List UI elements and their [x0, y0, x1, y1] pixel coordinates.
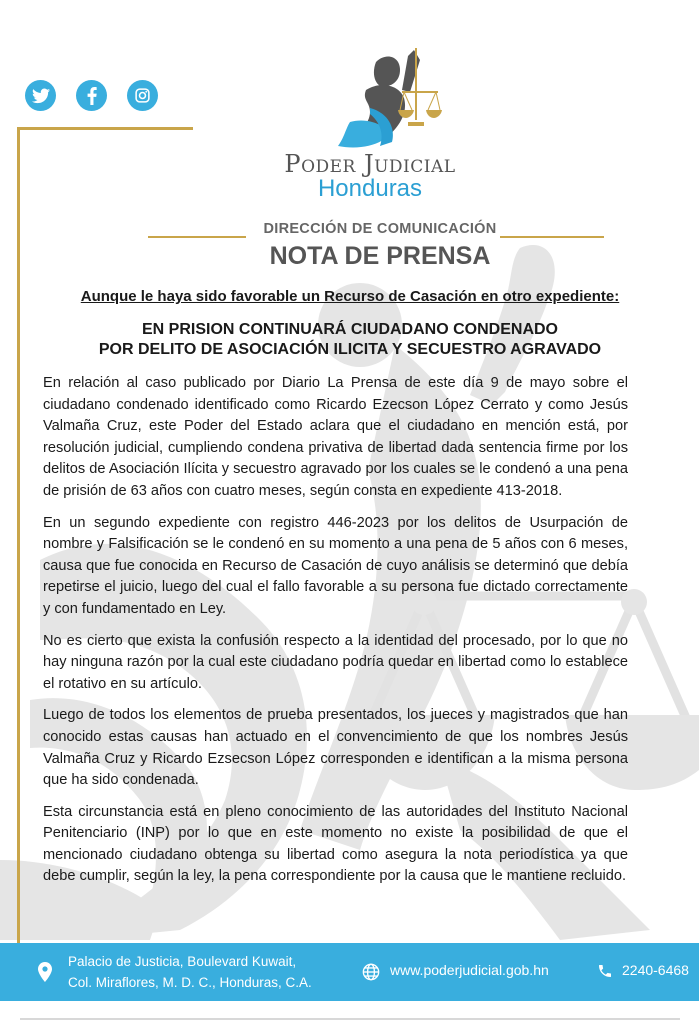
location-pin-icon [38, 962, 52, 982]
facebook-icon[interactable] [76, 80, 107, 111]
footer-bar [0, 943, 699, 1001]
instagram-icon[interactable] [127, 80, 158, 111]
article-headline [20, 320, 680, 360]
paragraph-4: Luego de todos los elementos de prueba presentados, los jueces y magistrados que han conocido estas causas han actuado en el convencimiento de que los nombres Jesús Valmaña Cruz y Ricardo Ezsecson López corresponden e identifican a la misma persona que ha sido condenada. [43, 707, 628, 789]
press-release-title: NOTA DE PRENSA [269, 242, 491, 270]
address-line-2: Col. Miraflores, M. D. C., Honduras, C.A. [68, 975, 312, 990]
twitter-icon[interactable] [25, 80, 56, 111]
bottom-divider [20, 1018, 680, 1020]
lady-justice-logo [330, 42, 450, 154]
address-line-1: Palacio de Justicia, Boulevard Kuwait, [68, 954, 297, 969]
department-label: DIRECCIÓN DE COMUNICACIÓN [263, 221, 497, 237]
paragraph-5: Esta circunstancia está en pleno conocimiento de las autoridades del Instituto Nacional Penitenciario (INP) por lo que en este momento no existe la posibilidad de que el mencionado ciudadano obtenga su libertad como asegura la nota periodística ya que debe cumplir, según la ley, la pena correspondiente por la causa que le mantiene recluido. [43, 803, 628, 885]
footer-website[interactable]: www.poderjudicial.gob.hn [390, 962, 549, 978]
brand-country: Honduras [317, 175, 423, 202]
gold-rule-right [500, 236, 604, 238]
paragraph-3: No es cierto que exista la confusión respecto a la identidad del procesado, por lo que no hay ninguna razón por la cual este ciudadano podría quedar en libertad como lo establece el rotativo en su artículo. [43, 632, 628, 692]
paragraph-2: En un segundo expediente con registro 446-2023 por los delitos de Usurpación de nombre y Falsificación se le condenó en su momento a una pena de 5 años con 6 meses, causa que fue conocida en Recurso de Casación de cuyo análisis se determinó que debía repetirse el juicio, luego del cual el fallo favorable a su persona fue dictado correctamente y con fundamentado en Ley. [43, 514, 628, 617]
phone-icon [597, 963, 613, 979]
social-icons [25, 80, 158, 111]
brand-name: Poder Judicial [284, 150, 456, 178]
paragraph-1: En relación al caso publicado por Diario La Prensa de este día 9 de mayo sobre el ciudadano condenado identificado como Ricardo Ezecson López Cerrato y como Jesús Valmaña Cruz, este Poder del Estado aclara que el ciudadano en mención está, por resolución judicial, cumpliendo condena privativa de libertad dada sentencia firme por los delitos de Asociación Ilícita y secuestro agravado por los cuales se le condenó a una pena de prisión de 63 años con cuatro meses, según consta en expediente 413-2018. [43, 375, 628, 499]
gold-frame-left [17, 127, 20, 947]
footer-phone[interactable]: 2240-6468 [622, 962, 689, 978]
article-body [43, 373, 628, 898]
globe-icon [362, 963, 380, 981]
headline-line-1: EN PRISION CONTINUARÁ CIUDADANO CONDENADO [141, 321, 558, 338]
gold-frame-top [17, 127, 193, 130]
footer-address [68, 951, 312, 993]
article-subtitle: Aunque le haya sido favorable un Recurso de Casación en otro expediente: [80, 288, 620, 305]
headline-line-2: POR DELITO DE ASOCIACIÓN ILICITA Y SECUESTRO AGRAVADO [98, 341, 602, 358]
